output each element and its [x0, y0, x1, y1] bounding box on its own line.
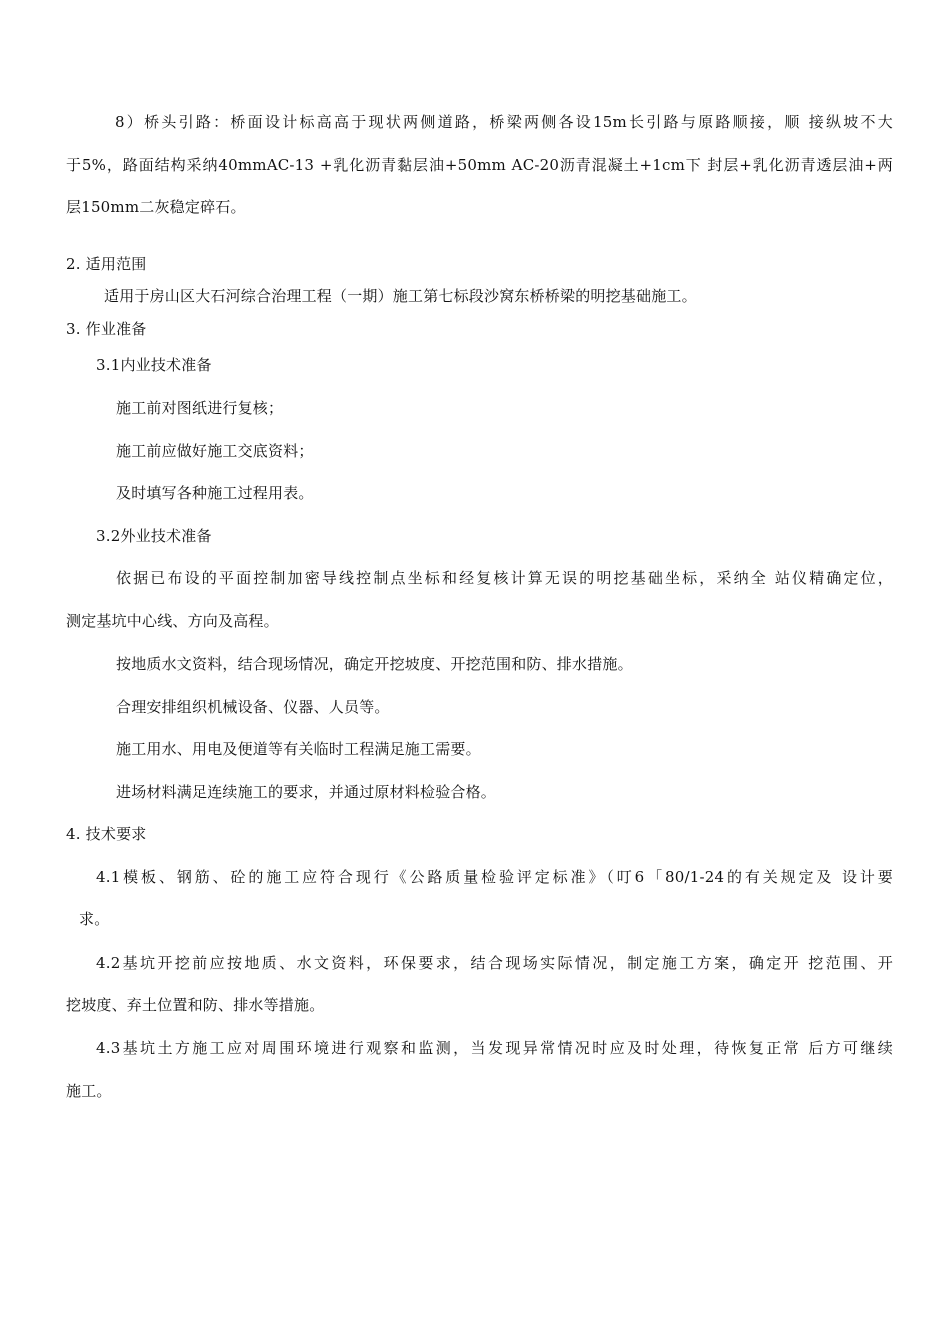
paragraph-8-line-2: 于5%，路面结构采纳40mmAC-13 +乳化沥青黏层油+50mm AC-20沥青混凝土+1cm下 封层+乳化沥青透层油+两: [66, 156, 893, 174]
section-3-2-item-2: 按地质水文资料，结合现场情况，确定开挖坡度、开挖范围和防、排水措施。: [116, 655, 633, 673]
section-4-3-line-1: 4.3基坑土方施工应对周围环境进行观察和监测，当发现异常情况时应及时处理，待恢复正常 后方可继续: [96, 1039, 893, 1057]
section-3-2-heading: 3.2外业技术准备: [96, 527, 212, 545]
section-4-1-line-1: 4.1模板、钢筋、砼的施工应符合现行《公路质量检验评定标准》（叮6「80/1-24的有关规定及 设计要: [96, 868, 893, 886]
section-3-2-item-5: 进场材料满足连续施工的要求，并通过原材料检验合格。: [116, 783, 497, 801]
section-4-3-line-2: 施工。: [66, 1082, 112, 1100]
section-4-1-line-2: 求。: [79, 910, 110, 928]
section-3-2-item-4: 施工用水、用电及便道等有关临时工程满足施工需要。: [116, 740, 481, 758]
section-3-1-item-2: 施工前应做好施工交底资料；: [116, 442, 314, 460]
section-2-heading: 2. 适用范围: [66, 255, 147, 273]
paragraph-8-line-1: 8）桥头引路：桥面设计标高高于现状两侧道路，桥梁两侧各设15m长引路与原路顺接，顺 接纵坡不大: [115, 113, 893, 131]
section-2-body: 适用于房山区大石河综合治理工程（一期）施工第七标段沙窝东桥桥梁的明挖基础施工。: [104, 287, 697, 305]
section-3-2-item-1-line-1: 依据已布设的平面控制加密导线控制点坐标和经复核计算无误的明挖基础坐标，采纳全 站仪精确定位，: [116, 569, 893, 587]
section-3-1-item-1: 施工前对图纸进行复核；: [116, 399, 284, 417]
section-3-1-heading: 3.1内业技术准备: [96, 356, 212, 374]
section-3-2-item-3: 合理安排组织机械设备、仪器、人员等。: [116, 698, 390, 716]
paragraph-8-line-3: 层150mm二灰稳定碎石。: [66, 198, 246, 216]
section-3-heading: 3. 作业准备: [66, 320, 147, 338]
section-4-2-line-1: 4.2基坑开挖前应按地质、水文资料，环保要求，结合现场实际情况，制定施工方案，确定开 挖范围、开: [96, 954, 893, 972]
section-4-heading: 4. 技术要求: [66, 825, 147, 843]
section-3-2-item-1-line-2: 测定基坑中心线、方向及高程。: [66, 612, 279, 630]
section-3-1-item-3: 及时填写各种施工过程用表。: [116, 484, 314, 502]
section-4-2-line-2: 挖坡度、弃土位置和防、排水等措施。: [66, 996, 325, 1014]
